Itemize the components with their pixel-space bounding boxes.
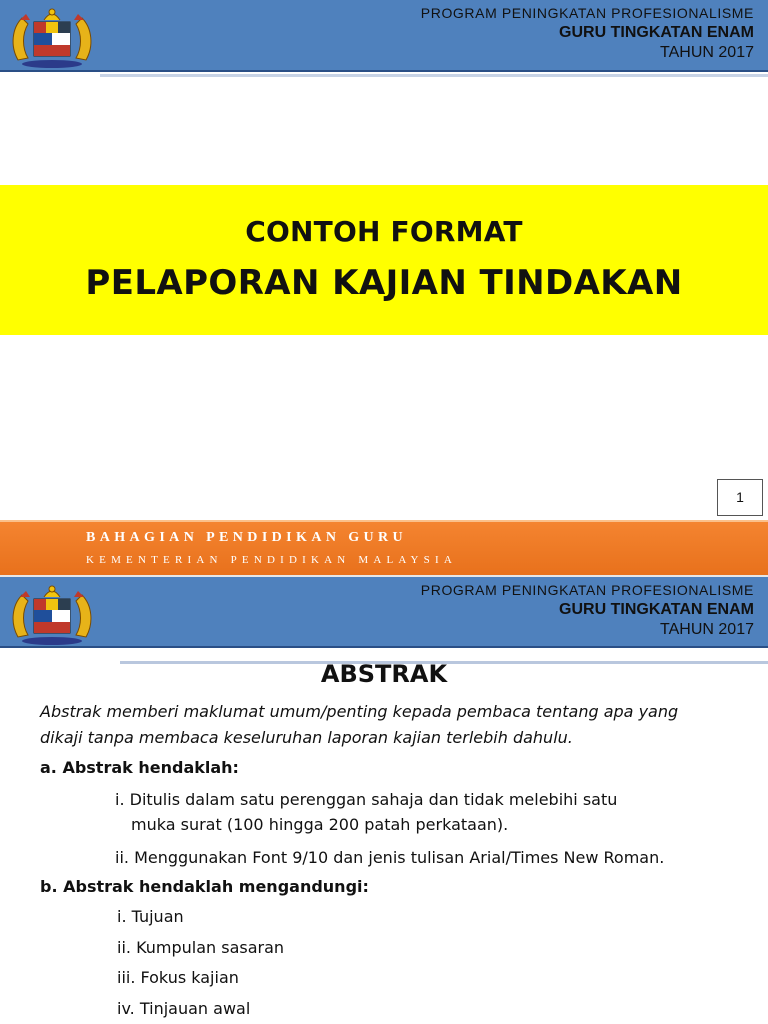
intro-line: Abstrak memberi maklumat umum/penting kepada pembaca tentang apa yang (40, 702, 679, 721)
program-subtitle: GURU TINGKATAN ENAM (559, 601, 754, 618)
slide-title-line2: PELAPORAN KAJIAN TINDAKAN (85, 263, 683, 303)
list-item: iii. Fokus kajian (117, 968, 239, 987)
footer-band (0, 520, 768, 575)
program-title: PROGRAM PENINGKATAN PROFESIONALISME (420, 582, 754, 598)
intro-line: dikaji tanpa membaca keseluruhan laporan kajian terlebih dahulu. (40, 728, 573, 747)
header-band (0, 575, 768, 648)
header-text (421, 4, 754, 63)
list-item: ii. Menggunakan Font 9/10 dan jenis tulisan Arial/Times New Roman. (115, 848, 665, 867)
section-a-list (115, 787, 664, 870)
header-band (0, 0, 768, 72)
list-item: ii. Kumpulan sasaran (117, 937, 285, 957)
coat-of-arms-emblem-icon (4, 579, 100, 647)
footer-department: BAHAGIAN PENDIDIKAN GURU (86, 530, 408, 545)
intro-paragraph (40, 699, 758, 751)
section-a-heading: a. Abstrak hendaklah: (40, 758, 239, 777)
program-year: TAHUN 2017 (660, 621, 754, 638)
footer-ministry: KEMENTERIAN PENDIDIKAN MALAYSIA (86, 554, 458, 566)
coat-of-arms-emblem-icon (4, 2, 100, 70)
page-number: 1 (717, 479, 763, 516)
list-item: muka surat (100 hingga 200 patah perkataan). (131, 815, 509, 834)
slide-2 (0, 575, 768, 1024)
header-divider (100, 74, 768, 77)
slide-title-line1: CONTOH FORMAT (245, 215, 523, 248)
list-item: i. Ditulis dalam satu perenggan sahaja dan tidak melebihi satu (115, 790, 618, 809)
section-b-list (117, 902, 284, 1024)
section-heading: ABSTRAK (320, 660, 448, 688)
section-b-heading: b. Abstrak hendaklah mengandungi: (40, 877, 369, 896)
title-band (0, 185, 768, 335)
program-title: PROGRAM PENINGKATAN PROFESIONALISME (420, 5, 754, 21)
list-item: iv. Tinjauan awal (117, 998, 251, 1018)
program-subtitle: GURU TINGKATAN ENAM (559, 24, 754, 41)
list-item: i. Tujuan (117, 907, 184, 926)
header-text (421, 581, 754, 640)
program-year: TAHUN 2017 (660, 44, 754, 61)
